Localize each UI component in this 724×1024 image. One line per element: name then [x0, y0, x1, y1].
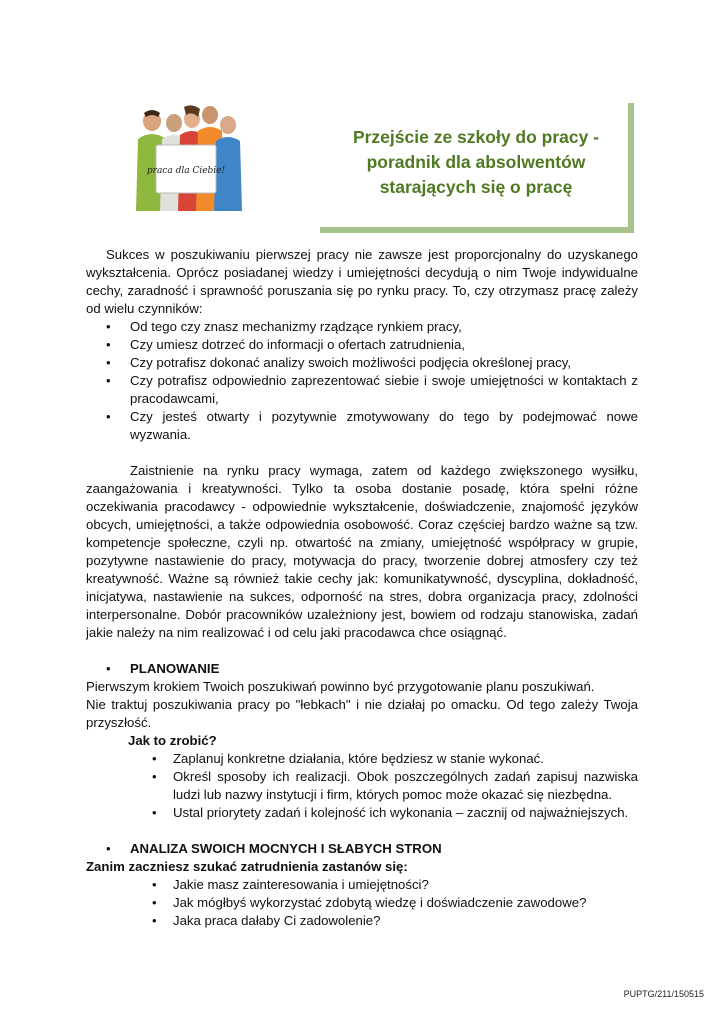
analysis-list [86, 876, 638, 930]
list-item: • Określ sposoby ich realizacji. Obok poszczególnych zadań zapisuj nazwiska ludzi lub nazwy instytucji i firm, których pomoc może okazać się niezbędna. [152, 769, 638, 802]
bullet-icon: • [106, 409, 111, 424]
list-item: • Zaplanuj konkretne działania, które będziesz w stanie wykonać. [152, 751, 544, 766]
title-frame [320, 103, 634, 233]
list-item: • Jaka praca dałaby Ci zadowolenie? [152, 913, 381, 928]
bullet-icon: • [106, 661, 111, 676]
page-title [328, 125, 624, 200]
list-item: • Czy jesteś otwarty i pozytywnie zmotywowany do tego by podejmować nowe wyzwania. [106, 409, 638, 442]
bullet-icon: • [152, 877, 157, 892]
factors-list [86, 318, 638, 444]
planning-heading: • PLANOWANIE [106, 661, 220, 676]
footer-code: PUPTG/211/150515 [623, 989, 704, 999]
bullet-icon: • [106, 319, 111, 334]
bullet-icon: • [152, 895, 157, 910]
title-line: Przejście ze szkoły do pracy - [352, 127, 600, 147]
bullet-icon: • [152, 805, 157, 820]
document-body [86, 246, 638, 930]
list-item: • Czy potrafisz dokonać analizy swoich możliwości podjęcia określonej pracy, [106, 355, 571, 370]
bullet-icon: • [152, 751, 157, 766]
bullet-icon: • [106, 355, 111, 370]
sign-text: praca dla Ciebie! [146, 166, 226, 176]
how-to-label: Jak to zrobić? [128, 733, 217, 748]
intro-paragraph: Sukces w poszukiwaniu pierwszej pracy nie zawsze jest proporcjonalny do uzyskanego wykształcenia. Oprócz posiadanej wiedzy i umiejętności decydują o nim Twoje indywidualne cechy, zaradność i sprawność poruszania się po rynku pracy. To, czy otrzymasz pracę zależy od wielu czynników: [86, 247, 638, 316]
title-line: starających się o pracę [379, 177, 573, 197]
bullet-icon: • [106, 337, 111, 352]
sign-board [147, 145, 226, 193]
second-paragraph: Zaistnienie na rynku pracy wymaga, zatem od każdego zwiększonego wysiłku, zaangażowania i kreatywności. Tylko ta osoba dostanie posadę, która spełni różne oczekiwania pracodawcy - odpowiednie wykształcenie, doświadczenie, znajomość języków obcych, umiejętności, a także odpowiednia osobowość. Coraz częściej bardzo ważne są tzw. kompetencje społeczne, czyli np. otwartość na zmiany, umiejętność współpracy w grupie, pozytywne nastawienie do pracy, motywacja do pracy, tworzenie dobrej atmosfery czy też kreatywność. Ważne są również takie cechy jak: komunikatywność, dyscyplina, dokładność, inicjatywa, nastawienie na sukces, odporność na stres, dobra organizacja pracy, zdolności interpersonalne. Dobór pracowników uzależniony jest, bowiem od rodzaju stanowiska, zadań jakie należy na nim realizować i od celu jaki pracodawca chce osiągnąć. [86, 463, 638, 640]
title-line: poradnik dla absolwentów [366, 152, 586, 172]
bullet-icon: • [152, 913, 157, 928]
bullet-icon: • [152, 769, 157, 784]
planning-line-2: Nie traktuj poszukiwania pracy po "łebkach" i nie działaj po omacku. Od tego zależy Twoja przyszłość. [86, 697, 638, 730]
list-item: • Jak mógłbyś wykorzystać zdobytą wiedzę i doświadczenie zawodowe? [152, 895, 587, 910]
planning-list [86, 750, 638, 822]
analysis-subheading: Zanim zaczniesz szukać zatrudnienia zastanów się: [86, 859, 408, 874]
list-item: • Jakie masz zainteresowania i umiejętności? [152, 877, 429, 892]
header-photo [130, 103, 244, 211]
list-item: • Od tego czy znasz mechanizmy rządzące rynkiem pracy, [106, 319, 462, 334]
list-item: • Ustal priorytety zadań i kolejność ich wykonania – zacznij od najważniejszych. [152, 805, 629, 820]
planning-line-1: Pierwszym krokiem Twoich poszukiwań powinno być przygotowanie planu poszukiwań. [86, 679, 595, 694]
list-item: • Czy umiesz dotrzeć do informacji o ofertach zatrudnienia, [106, 337, 465, 352]
list-item: • Czy potrafisz odpowiednio zaprezentować siebie i swoje umiejętności w kontaktach z pracodawcami, [106, 373, 638, 406]
analysis-heading: • ANALIZA SWOICH MOCNYCH I SŁABYCH STRON [106, 841, 442, 856]
bullet-icon: • [106, 841, 111, 856]
bullet-icon: • [106, 373, 111, 388]
